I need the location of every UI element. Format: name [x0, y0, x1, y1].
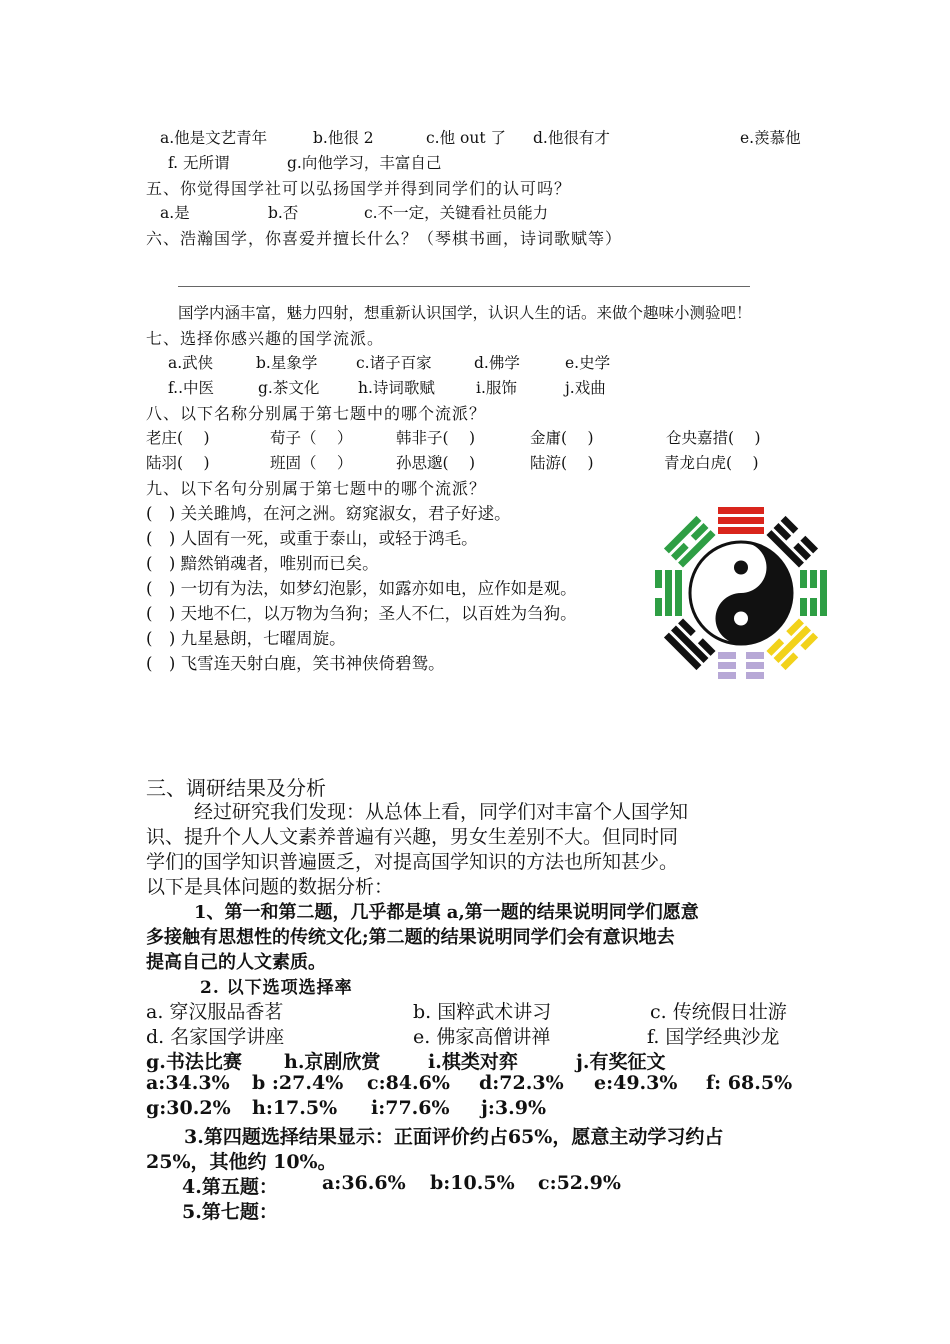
- q7-option-a: a.武侠: [168, 354, 214, 372]
- q4-option-c: c.他 out 了: [426, 129, 507, 147]
- section3-paragraph-line: 学们的国学知识普遍匮乏，对提高国学知识的方法也所知甚少。: [146, 851, 679, 873]
- rate-value: e:49.3%: [594, 1072, 678, 1094]
- item2-option: e. 佛家高僧讲禅: [413, 1026, 551, 1048]
- q8-item: 金庸( ): [530, 429, 594, 447]
- q9-sentence: ( ) 黯然销魂者，唯别而已矣。: [146, 554, 379, 573]
- item2-option: g.书法比赛: [146, 1051, 242, 1073]
- trigram-broken-line: [746, 672, 764, 679]
- q7-option-j: j.戏曲: [565, 379, 606, 397]
- q7-option-d: d.佛学: [474, 354, 520, 372]
- q5-option-c: c.不一定，关键看社员能力: [364, 204, 549, 222]
- trigram-icon: [655, 570, 682, 616]
- rate-value: b :27.4%: [252, 1072, 344, 1094]
- q9-sentence: ( ) 九星悬朗，七曜周旋。: [146, 629, 346, 648]
- item5-label: 5.第七题：: [182, 1201, 278, 1223]
- item4-label: 4.第五题：: [182, 1176, 278, 1198]
- q7-option-b: b.星象学: [256, 354, 318, 372]
- item3-line: 25%，其他约 10%。: [146, 1151, 337, 1173]
- q8-item: 青龙白虎( ): [664, 454, 759, 472]
- item3-line: 3.第四题选择结果显示：正面评价约占65%，愿意主动学习约占: [184, 1126, 724, 1148]
- trigram-broken-line: [746, 652, 764, 659]
- item1-line: 提高自己的人文素质。: [146, 952, 326, 973]
- q8-item: 荀子（ ）: [270, 429, 353, 447]
- trigram-solid-line: [718, 517, 764, 524]
- q4-option-f: f. 无所谓: [168, 154, 230, 172]
- rate-value: g:30.2%: [146, 1097, 231, 1119]
- trigram-broken-line: [810, 570, 817, 588]
- quiz-intro: 国学内涵丰富，魅力四射，想重新认识国学，认识人生的话。来做个趣味小测验吧！: [178, 304, 752, 322]
- trigram-broken-line: [655, 570, 662, 588]
- q7-option-h: h.诗词歌赋: [358, 379, 435, 397]
- trigram-broken-line: [718, 662, 736, 669]
- q8-item: 仓央嘉措( ): [666, 429, 761, 447]
- q6-answer-line: [178, 286, 750, 287]
- q7-option-g: g.茶文化: [258, 379, 320, 397]
- q9-question: 九、以下名句分别属于第七题中的哪个流派？: [146, 479, 487, 498]
- trigram-broken-line: [655, 598, 662, 616]
- q7-option-f: f..中医: [168, 379, 215, 397]
- item2-option: a. 穿汉服品香茗: [146, 1001, 284, 1023]
- trigram-broken-line: [810, 598, 817, 616]
- q8-item: 孙思邈( ): [396, 454, 476, 472]
- q4-option-a: a.他是文艺青年: [160, 129, 268, 147]
- trigram-solid-line: [675, 570, 682, 616]
- item2-option: f. 国学经典沙龙: [647, 1026, 780, 1048]
- trigram-broken-line: [800, 570, 807, 588]
- section3-paragraph-line: 以下是具体问题的数据分析：: [146, 876, 394, 898]
- q8-item: 韩非子( ): [396, 429, 476, 447]
- yin-yang-icon: [690, 542, 792, 644]
- item2-title: 2. 以下选项选择率: [200, 978, 353, 998]
- rate-value: h:17.5%: [252, 1097, 338, 1119]
- trigram-broken-line: [718, 672, 736, 679]
- q8-item: 班固（ ）: [270, 454, 353, 472]
- q8-question: 八、以下名称分别属于第七题中的哪个流派？: [146, 404, 487, 423]
- trigram-broken-line: [718, 652, 736, 659]
- q6-question: 六、浩瀚国学，你喜爱并擅长什么？（琴棋书画，诗词歌赋等）: [146, 229, 623, 248]
- item2-option: c. 传统假日壮游: [650, 1001, 787, 1023]
- q9-sentence: ( ) 飞雪连天射白鹿，笑书神侠倚碧鸳。: [146, 654, 445, 673]
- trigram-solid-line: [718, 507, 764, 514]
- q4-option-b: b.他很 2: [313, 129, 374, 147]
- bagua-taiji-image: [646, 498, 836, 688]
- q9-sentence: ( ) 关关雎鸠，在河之洲。窈窕淑女，君子好逑。: [146, 504, 511, 523]
- item2-option: i.棋类对弈: [428, 1051, 518, 1073]
- q5-option-a: a.是: [160, 204, 190, 222]
- q4-option-d: d.他很有才: [533, 129, 610, 147]
- item2-option: d. 名家国学讲座: [146, 1026, 285, 1048]
- q8-item: 老庄( ): [146, 429, 210, 447]
- q8-item: 陆游( ): [530, 454, 594, 472]
- trigram-solid-line: [820, 570, 827, 616]
- section3-title: 三、调研结果及分析: [146, 776, 326, 800]
- item1-line: 1、第一和第二题，几乎都是填 a,第一题的结果说明同学们愿意: [194, 902, 699, 923]
- rate-value: b:10.5%: [430, 1172, 515, 1194]
- section3-paragraph-line: 经过研究我们发现：从总体上看，同学们对丰富个人国学知: [194, 801, 689, 823]
- q4-option-g: g.向他学习，丰富自己: [287, 154, 442, 172]
- q7-option-e: e.史学: [565, 354, 611, 372]
- q7-option-c: c.诸子百家: [356, 354, 432, 372]
- q5-option-b: b.否: [268, 204, 299, 222]
- q9-sentence: ( ) 人固有一死，或重于泰山，或轻于鸿毛。: [146, 529, 478, 548]
- trigram-solid-line: [665, 570, 672, 616]
- q7-option-i: i.服饰: [476, 379, 517, 397]
- trigram-icon: [718, 507, 764, 534]
- item1-line: 多接触有思想性的传统文化;第二题的结果说明同学们会有意识地去: [146, 927, 675, 948]
- item2-option: b. 国粹武术讲习: [413, 1001, 552, 1023]
- q5-question: 五、你觉得国学社可以弘扬国学并得到同学们的认可吗？: [146, 179, 572, 198]
- q7-question: 七、选择你感兴趣的国学流派。: [146, 329, 385, 348]
- section3-paragraph-line: 识、提升个人人文素养普遍有兴趣，男女生差别不大。但同时同: [146, 826, 679, 848]
- item2-option: h.京剧欣赏: [284, 1051, 381, 1073]
- rate-value: j:3.9%: [481, 1097, 546, 1119]
- trigram-icon: [718, 652, 764, 679]
- rate-value: f: 68.5%: [706, 1072, 793, 1094]
- trigram-icon: [800, 570, 827, 616]
- item2-option: j.有奖征文: [576, 1051, 666, 1073]
- q9-sentence: ( ) 一切有为法，如梦幻泡影，如露亦如电，应作如是观。: [146, 579, 577, 598]
- rate-value: a:36.6%: [322, 1172, 406, 1194]
- q4-option-e: e.羡慕他: [740, 129, 801, 147]
- rate-value: c:52.9%: [538, 1172, 621, 1194]
- trigram-broken-line: [800, 598, 807, 616]
- q8-item: 陆羽( ): [146, 454, 210, 472]
- trigram-solid-line: [718, 527, 764, 534]
- trigram-broken-line: [746, 662, 764, 669]
- rate-value: a:34.3%: [146, 1072, 230, 1094]
- rate-value: d:72.3%: [479, 1072, 564, 1094]
- q9-sentence: ( ) 天地不仁，以万物为刍狗；圣人不仁，以百姓为刍狗。: [146, 604, 577, 623]
- rate-value: c:84.6%: [367, 1072, 450, 1094]
- rate-value: i:77.6%: [371, 1097, 450, 1119]
